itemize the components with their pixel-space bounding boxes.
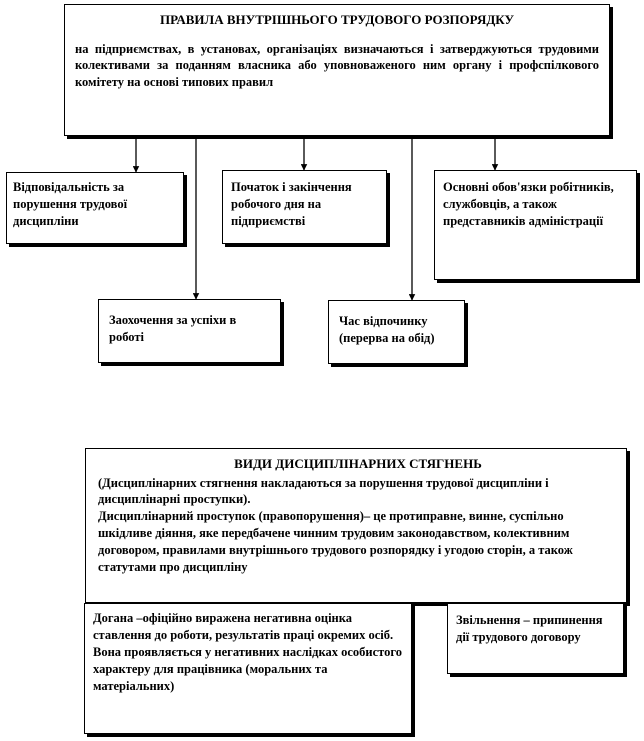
internal-rules-box xyxy=(64,4,610,136)
penalties-title: ВИДИ ДИСЦИПЛІНАРНИХ СТЯГНЕНЬ xyxy=(234,456,482,471)
work-day-text: Початок і закінчення робочого дня на підприємстві xyxy=(231,180,352,228)
duties-text: Основні обов'язки робітників, службовців, а також представників адміністрації xyxy=(443,180,614,228)
internal-rules-title: ПРАВИЛА ВНУТРІШНЬОГО ТРУДОВОГО РОЗПОРЯДКУ xyxy=(159,12,514,27)
penalties-note: (Дисциплінарних стягнення накладаються за порушення трудової дисципліни і дисциплінарні проступки). xyxy=(98,475,549,507)
duties-box xyxy=(434,170,637,280)
encouragement-text: Заохочення за успіхи в роботі xyxy=(109,313,237,344)
responsibility-box xyxy=(6,172,184,244)
dismissal-box xyxy=(447,603,624,674)
rest-time-box xyxy=(328,300,465,364)
reprimand-text: Догана –офіційно виражена негативна оцінка ставлення до роботи, результатів праці окремих осіб. Вона проявляється у негативних наслідках особистого характеру для працівника (моральних та матеріальних) xyxy=(93,611,402,693)
rest-time-text: Час відпочинку (перерва на обід) xyxy=(339,314,435,345)
encouragement-box xyxy=(98,299,281,363)
dismissal-text: Звільнення – припинення дії трудового договору xyxy=(456,613,603,644)
penalties-definition: Дисциплінарний проступок (правопорушення)– це протиправне, винне, суспільно шкідливе діяння, яке передбачене чинним трудовим законодавством, колективним договором, правилами внутрішнього трудового розпорядку і угодою сторін, а також статутами про дисципліну xyxy=(98,509,573,574)
internal-rules-body: на підприємствах, в установах, організаціях визначаються і затверджуються трудовими колективами за поданням власника або уповноваженого ним органу і профспілкового комітету на основі типових правил xyxy=(75,41,599,90)
work-day-box xyxy=(222,170,387,244)
responsibility-text: Відповідальність за порушення трудової дисципліни xyxy=(13,180,128,228)
reprimand-box xyxy=(84,603,412,734)
penalties-box xyxy=(85,448,627,603)
